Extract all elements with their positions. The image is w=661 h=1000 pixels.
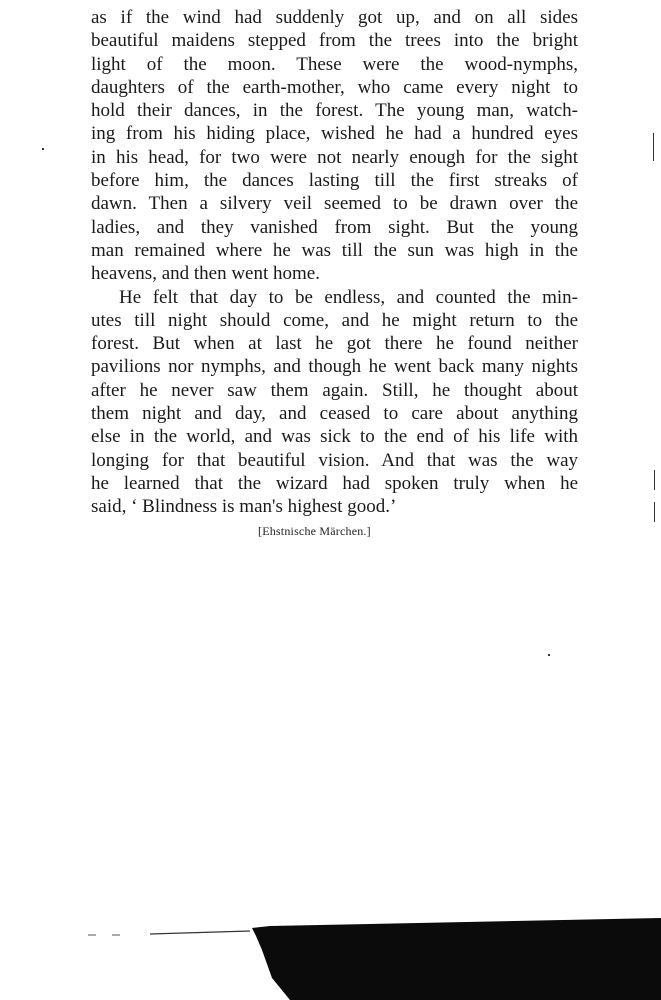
- text-line: heavens, and then went home.: [91, 263, 320, 285]
- text-line: ing from his hiding place, wished he had a hundred eyes: [91, 123, 578, 145]
- text-line: ladies, and they vanished from sight. But the young: [91, 216, 578, 238]
- text-line: longing for that beautiful vision. And that was the way: [91, 449, 578, 471]
- text-line: daughters of the earth-mother, who came every night to: [91, 76, 578, 98]
- text-line: forest. But when at last he got there he found neither: [91, 333, 578, 355]
- text-line: utes till night should come, and he might return to the: [91, 309, 578, 331]
- text-line: beautiful maidens stepped from the trees into the bright: [91, 30, 578, 52]
- text-line: dawn. Then a silvery veil seemed to be drawn over the: [91, 193, 578, 215]
- text-line: hold their dances, in the forest. The young man, watch-: [91, 100, 578, 122]
- text-line: he learned that the wizard had spoken truly when he: [91, 472, 578, 494]
- text-line: else in the world, and was sick to the end of his life with: [91, 426, 578, 448]
- text-line: He felt that day to be endless, and counted the min-: [119, 286, 578, 308]
- source-citation: [Ehstnische Märchen.]: [258, 524, 371, 538]
- text-line: as if the wind had suddenly got up, and on all sides: [91, 7, 578, 28]
- text-line: before him, the dances lasting till the first streaks of: [91, 170, 578, 192]
- text-line: after he never saw them again. Still, he thought about: [91, 379, 578, 401]
- text-line: light of the moon. These were the wood-nymphs,: [91, 53, 578, 75]
- text-line: them night and day, and ceased to care about anything: [91, 403, 578, 425]
- text-line: pavilions nor nymphs, and though he went back many nights: [91, 356, 578, 378]
- text-line: in his head, for two were not nearly enough for the sight: [91, 146, 578, 168]
- text-line: said, ‘ Blindness is man's highest good.’: [91, 496, 397, 518]
- text-line: man remained where he was till the sun was high in the: [91, 239, 578, 261]
